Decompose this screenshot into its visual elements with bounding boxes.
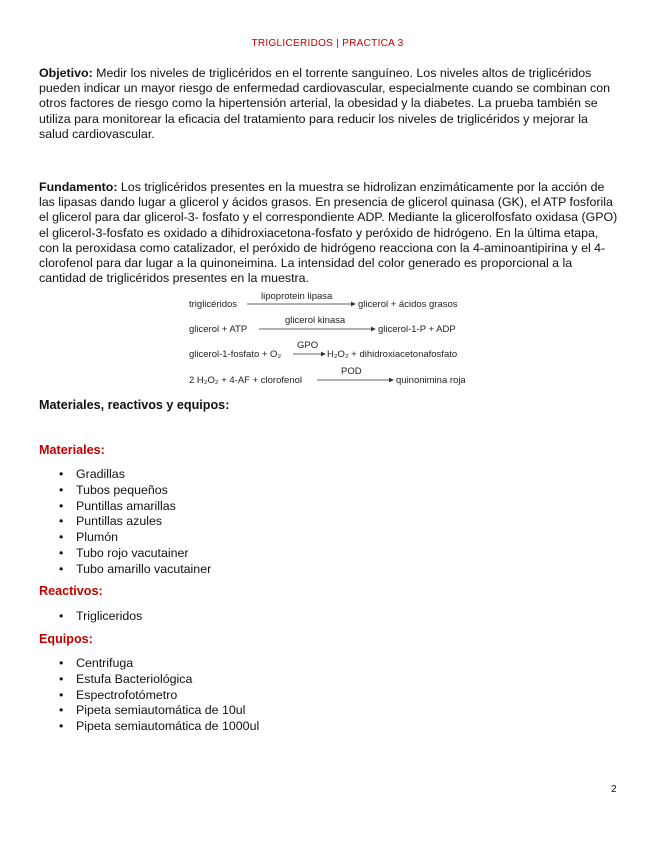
list-item: • Centrifuga [39,656,259,672]
reaction-scheme [189,291,479,391]
materiales-reactivos-equipos-heading: Materiales, reactivos y equipos: [39,398,230,412]
objetivo-paragraph [39,66,619,142]
reaction-2-reactant: glicerol + ATP [189,324,248,335]
objetivo-text: Medir los niveles de triglicéridos en el torrente sanguíneo. Los niveles altos de triglicéridos pueden indicar un mayor riesgo de enfermedad cardiovascular, especialmente cuando se combinan con otros factores de riesgo como la hipertensión arterial, la obesidad y la diabetes. La prueba también se utiliza para monitorear la eficacia del tratamiento para reducir los niveles de triglicéridos y mejorar la salud cardiovascular. [39,66,611,141]
reactivos-heading: Reactivos: [39,584,103,598]
reaction-2-product: glicerol-1-P + ADP [378,324,456,335]
fundamento-paragraph [39,180,619,286]
fundamento-text: Los triglicéridos presentes en la muestra se hidrolizan enzimáticamente por la acción de las lipasas dando lugar a glicerol y ácidos grasos. En presencia de glicerol quinasa (GK), el ATP fosforila el glicerol para dar glicerol-3- fosfato y el correspondiente ADP. Mediante la glicerolfosfato oxidasa (GPO) el glicerol-3-fosfato es oxidado a dihidroxiacetona-fosfato y peróxido de hidrógeno. En la última etapa, con la peroxidasa como catalizador, el peróxido de hidrógeno reacciona con la 4-aminoantipirina y el 4-clorofenol para dar lugar a la quinoneimina. La intensidad del color generado es proporcional a la cantidad de triglicéridos presentes en la muestra. [39,180,618,286]
reaction-3-reactant: glicerol-1-fosfato + O₂ [189,349,282,360]
list-item: • Tubo rojo vacutainer [39,546,211,562]
reaction-3-product: H₂O₂ + dihidroxiacetonafosfato [327,349,458,360]
page-number: 2 [611,784,617,795]
reaction-4-enzyme: POD [341,366,362,377]
reactivos-list [39,609,142,625]
materiales-list [39,467,211,578]
list-item: • Gradillas [39,467,211,483]
fundamento-label: Fundamento: [39,180,118,194]
list-item: • Plumón [39,530,211,546]
list-item: • Pipeta semiautomática de 1000ul [39,719,259,735]
objetivo-label: Objetivo: [39,66,93,80]
page-header: TRIGLICERIDOS | PRACTICA 3 [251,38,404,49]
list-item: • Puntillas azules [39,514,211,530]
list-item: • Tubo amarillo vacutainer [39,562,211,578]
reaction-4-reactant: 2 H₂O₂ + 4-AF + clorofenol [189,375,302,386]
materiales-heading: Materiales: [39,443,105,457]
list-item: • Trigliceridos [39,609,142,625]
list-item: • Tubos pequeños [39,483,211,499]
reaction-1-reactant: triglicéridos [189,299,238,310]
equipos-list [39,656,259,735]
equipos-heading: Equipos: [39,632,93,646]
reaction-1-product: glicerol + ácidos grasos [358,299,458,310]
reaction-1-enzyme: lipoprotein lipasa [261,291,333,302]
list-item: • Estufa Bacteriológica [39,672,259,688]
reaction-3-enzyme: GPO [297,340,319,351]
list-item: • Espectrofotómetro [39,688,259,704]
list-item: • Pipeta semiautomática de 10ul [39,703,259,719]
reaction-2-enzyme: glicerol kinasa [285,315,346,326]
reaction-4-product: quinonimina roja [396,375,466,386]
list-item: • Puntillas amarillas [39,499,211,515]
